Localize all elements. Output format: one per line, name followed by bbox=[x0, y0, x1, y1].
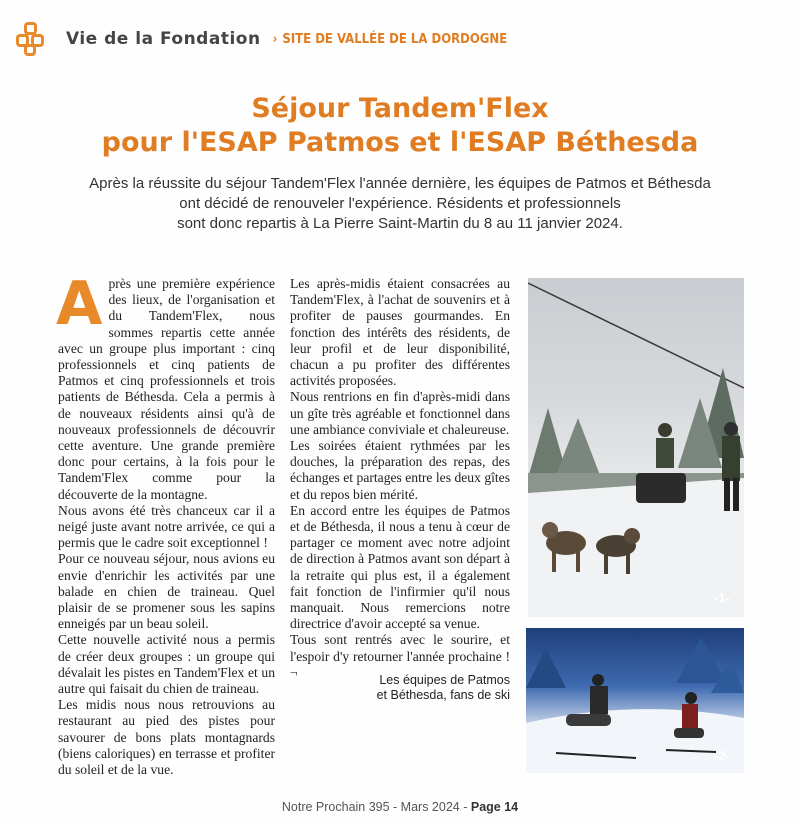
paragraph: En accord entre les équipes de Patmos et de Béthesda, il nous a tenu à cœur de partager ce moment avec notre adjoint de direction à Patmos avant son départ à la retraite qui plus est, il a également fait fonction de l'infirmier qu'il nous manquait. Nous remercions notre directrice d'avoir accepté sa venue. bbox=[290, 502, 510, 632]
article-intro bbox=[80, 174, 720, 234]
paragraph: Les midis nous nous retrouvions au restaurant au pied des pistes pour savourer de bons plats montagnards (biens caloriques) en terrasse et profiter du soleil et de la vue. bbox=[58, 697, 275, 778]
intro-line: ont décidé de renouveler l'expérience. Résidents et professionnels bbox=[179, 195, 621, 212]
photo-number-label: -1- bbox=[714, 590, 730, 605]
section-header bbox=[14, 22, 507, 56]
intro-line: Après la réussite du séjour Tandem'Flex l'année dernière, les équipes de Patmos et Béthesda bbox=[89, 175, 711, 192]
caption-line: Les équipes de Patmos bbox=[379, 673, 510, 687]
article-title bbox=[0, 92, 800, 160]
paragraph: Les soirées étaient rythmées par les douches, la préparation des repas, des échanges et partages entre les deux gîtes et du repos bien mérité. bbox=[290, 438, 510, 502]
page-number: Page 14 bbox=[470, 800, 519, 814]
page-footer bbox=[0, 800, 800, 814]
photo-ski-drawing bbox=[526, 628, 744, 773]
photo-dog-sled-drawing bbox=[528, 278, 744, 617]
article-title-line1: Séjour Tandem'Flex bbox=[251, 93, 549, 124]
chevron-right-icon: › bbox=[272, 31, 278, 47]
paragraph bbox=[56, 269, 275, 503]
paragraph: Pour ce nouveau séjour, nous avions eu envie d'enrichir les activités par une balade en chien de traineau. Quel plaisir de se promener sous les sapins enneigés par un beau soleil. bbox=[58, 551, 275, 632]
photo-caption bbox=[330, 673, 510, 703]
drop-cap: A bbox=[56, 269, 103, 339]
fondation-logo-icon bbox=[14, 22, 48, 56]
paragraph-text: Tous sont rentrés avec le sourire, et l'espoir d'y retourner l'année prochaine ! bbox=[290, 632, 510, 664]
end-mark-icon: ¬ bbox=[290, 664, 298, 680]
section-title: Vie de la Fondation bbox=[66, 29, 261, 49]
subsection-title bbox=[273, 32, 508, 47]
photo-number-label: -2- bbox=[714, 748, 730, 763]
article-column-2 bbox=[290, 276, 510, 681]
paragraph: Nous avons été très chanceux car il a neigé juste avant notre arrivée, ce qui a permis que le cadre soit exceptionnel ! bbox=[58, 502, 275, 551]
photo-dog-sled bbox=[528, 278, 744, 617]
paragraph: Cette nouvelle activité nous a permis de créer deux groupes : un groupe qui dévalait les pistes en Tandem'Flex et un autre qui faisait du chien de traineau. bbox=[58, 632, 275, 697]
article-column-1 bbox=[56, 269, 275, 778]
paragraph-text: près une première expérience des lieux, de l'organisation et du Tandem'Flex, nous sommes repartis cette année avec un groupe plus important : cinq professionnels et cinq patients de Patmos et cinq professionnels et trois patients de Béthesda. Cela a permis à de nouveaux résidents ainsi qu'à de nouveaux professionnels de découvrir cette aventure. Une grande première donc pour certains, à la fois pour le Tandem'Flex comme pour la découverte de la montagne. bbox=[58, 276, 275, 502]
paragraph: Les après-midis étaient consacrées au Tandem'Flex, à l'achat de souvenirs et à profiter de pauses gourmandes. En fonction des intérêts des résidents, de leur profil et de leur disponibilité, chacun a pu profiter des différentes activités proposées. bbox=[290, 276, 510, 389]
photo-ski bbox=[526, 628, 744, 773]
footer-text: Notre Prochain 395 - Mars 2024 - bbox=[281, 800, 471, 814]
intro-line: sont donc repartis à La Pierre Saint-Martin du 8 au 11 janvier 2024. bbox=[177, 215, 623, 232]
article-title-line2: pour l'ESAP Patmos et l'ESAP Béthesda bbox=[101, 127, 699, 158]
paragraph: Nous rentrions en fin d'après-midi dans un gîte très agréable et fonctionnel dans une ambiance conviviale et chaleureuse. bbox=[290, 389, 510, 437]
caption-line: et Béthesda, fans de ski bbox=[376, 688, 510, 702]
subsection-label: SITE DE VALLÉE DE LA DORDOGNE bbox=[282, 31, 508, 47]
